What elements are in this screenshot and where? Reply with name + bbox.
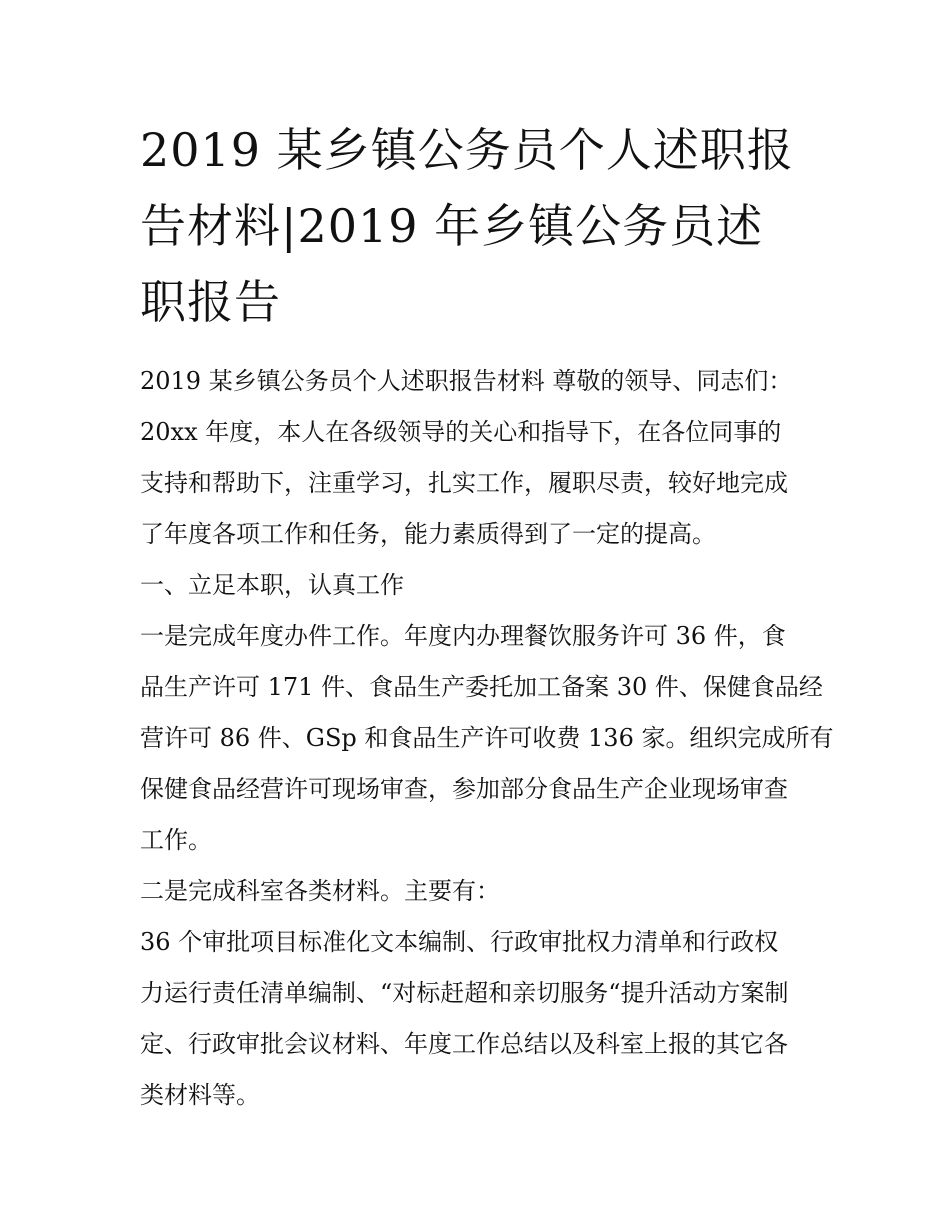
body-line: 20xx 年度，本人在各级领导的关心和指导下，在各位同事的 — [140, 418, 782, 446]
body-line: 定、行政审批会议材料、年度工作总结以及科室上报的其它各 — [140, 1030, 788, 1058]
document-page — [140, 112, 834, 1121]
title-line: 职报告 — [140, 275, 281, 329]
body-line: 品生产许可 171 件、食品生产委托加工备案 30 件、保健食品经 — [140, 673, 823, 701]
section-heading: 一、立足本职，认真工作 — [140, 571, 404, 599]
body-line: 营许可 86 件、GSp 和食品生产许可收费 136 家。组织完成所有 — [140, 724, 834, 752]
body-line: 了年度各项工作和任务，能力素质得到了一定的提高。 — [140, 520, 716, 548]
document-body — [140, 356, 834, 1121]
body-line: 36 个审批项目标准化文本编制、行政审批权力清单和行政权 — [140, 928, 779, 956]
body-line: 二是完成科室各类材料。主要有： — [140, 877, 500, 905]
body-line: 力运行责任清单编制、“对标赶超和亲切服务“提升活动方案制 — [140, 979, 789, 1007]
body-line: 一是完成年度办件工作。年度内办理餐饮服务许可 36 件，食 — [140, 622, 786, 650]
body-line: 2019 某乡镇公务员个人述职报告材料 尊敬的领导、同志们： — [140, 367, 793, 395]
body-line: 类材料等。 — [140, 1081, 260, 1109]
body-line: 支持和帮助下，注重学习，扎实工作，履职尽责，较好地完成 — [140, 469, 788, 497]
title-line: 2019 某乡镇公务员个人述职报 — [140, 123, 794, 177]
body-line: 保健食品经营许可现场审查，参加部分食品生产企业现场审查 — [140, 775, 788, 803]
document-title — [140, 112, 820, 340]
title-line: 告材料|2019 年乡镇公务员述 — [140, 199, 764, 253]
body-line: 工作。 — [140, 826, 212, 854]
